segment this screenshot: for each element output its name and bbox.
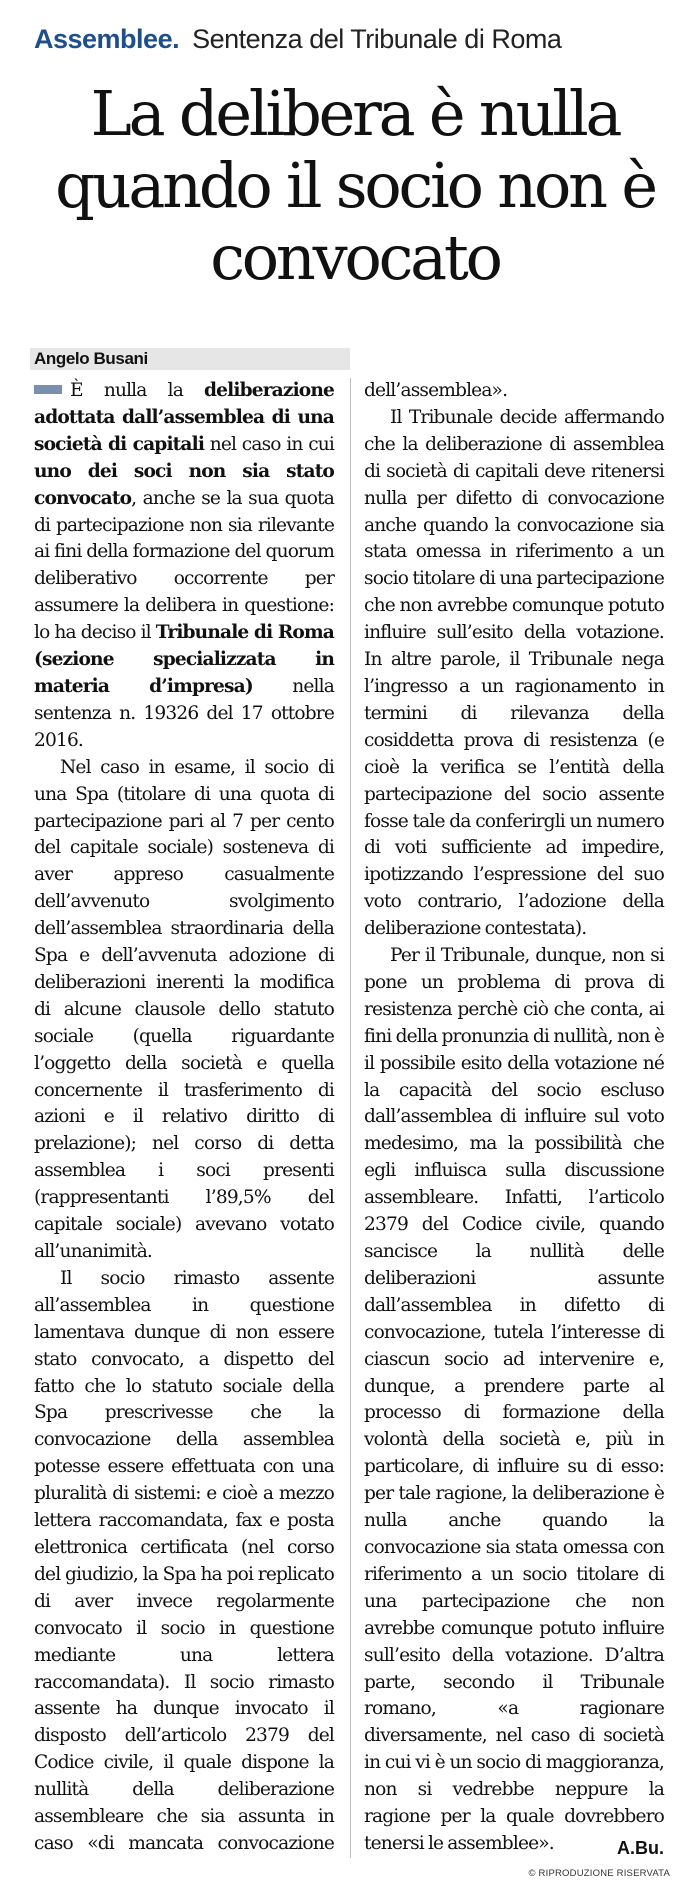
article-paragraph-3: Il socio rimasto assente all’assemblea in questione lamentava dunque di non essere stato convocato, a dispetto del fatto che lo statuto sociale della Spa prescrivesse che la convocazione della assemblea potesse essere effettuata con una pluralità di sistemi: e cioè a mezzo lettera raccomandata, fax e posta elettronica certificata (nel corso del giudizio, la Spa ha poi replicato di aver invece regolarmente convocato il socio in questione mediante una lettera raccomandata). Il socio rimasto assente ha dunque invocato il disposto dell’articolo 2379 del Codice civile, il quale dispone la nullità della deliberazione assembleare che sia assunta in caso «di mancata convocazione	[34, 1267, 334, 1854]
headline: La delibera è nulla quando il socio non è convocato	[55, 77, 655, 294]
kicker	[34, 24, 561, 55]
section-label: Assemblee.	[34, 24, 180, 54]
article-paragraph-2: Nel caso in esame, il socio di una Spa (titolare di una quota di partecipazione pari al 7 per cento del capitale sociale) sosteneva di aver appreso casualmente dell’avvenuto svolgimento dell’assemblea straordinaria della Spa e dell’avvenuta adozione di deliberazioni inerenti la modifica di alcune clausole dello statuto sociale (quella riguardante l’oggetto della società e quella concernente il trasferimento di azioni e il relativo diritto di prelazione); nel corso di detta assemblea i soci presenti (rappresentanti l’89,5% del capitale sociale) avevano votato all’unanimità.	[34, 756, 334, 1262]
article-paragraph-1: È nulla la deliberazione adottata dall’assemblea di una società di capitali nel caso in cui uno dei soci non sia stato convocato, anche se la sua quota di partecipazione non sia rilevante ai fini della formazione del quorum deliberativo occorrente per assumere la delibera in questione: lo ha deciso il Tribunale di Roma (sezione specializzata in materia d’impresa) nella sentenza n. 19326 del 17 ottobre 2016.	[34, 380, 334, 751]
article-paragraph-4-continued: dell’assemblea».	[364, 380, 508, 401]
article-paragraph-4: Il Tribunale decide affermando che la deliberazione di assemblea di società di capitali deve ritenersi nulla per difetto di convocazione anche quando la convocazione sia stata omessa in riferimento a un socio titolare di una partecipazione che non avrebbe comunque potuto influire sull’esito della votazione. In altre parole, il Tribunale nega l’ingresso a un ragionamento in termini di rilevanza della cosiddetta prova di resistenza (e cioè la verifica se l’entità della partecipazione del socio assente fosse tale da conferirgli un numero di voti sufficiente ad impedire, ipotizzando l’espressione del suo voto contrario, l’adozione della deliberazione contestata).	[364, 406, 664, 940]
article-paragraph-5: Per il Tribunale, dunque, non si pone un problema di prova di resistenza perchè ciò che conta, ai fini della pronunzia di nullità, non è il possibile esito della votazione né la capacità del socio escluso dall’assemblea di influire sul voto medesimo, ma la possibilità che egli influisca sulla discussione assembleare. Infatti, l’articolo 2379 del Codice civile, quando sancisce la nullità delle deliberazioni assunte dall’assemblea in difetto di convocazione, tutela l’interesse di ciascun socio ad intervenire e, dunque, a prendere parte al processo di formazione della volontà della società e, più in particolare, di influire su di esso: per tale ragione, la deliberazione è nulla anche quando la convocazione sia stata omessa con riferimento a un socio titolare di una partecipazione che non avrebbe comunque potuto influire sull’esito della votazione. D’altra parte, secondo il Tribunale romano, «a ragionare diversamente, nel caso di società in cui vi è un socio di maggioranza, non si vedrebbe neppure la ragione per la quale dovrebbero tenersi le assemblee».	[364, 945, 664, 1854]
kicker-subtitle: Sentenza del Tribunale di Roma	[192, 24, 562, 54]
lead-marker-icon	[34, 385, 62, 394]
author-byline: Angelo Busani	[30, 348, 350, 370]
article-column-2	[364, 378, 664, 1858]
column-divider	[350, 378, 351, 1858]
author-signature: A.Bu.	[617, 1838, 664, 1858]
copyright-notice: © RIPRODUZIONE RISERVATA	[528, 1868, 670, 1879]
article-column-1	[34, 378, 334, 1858]
